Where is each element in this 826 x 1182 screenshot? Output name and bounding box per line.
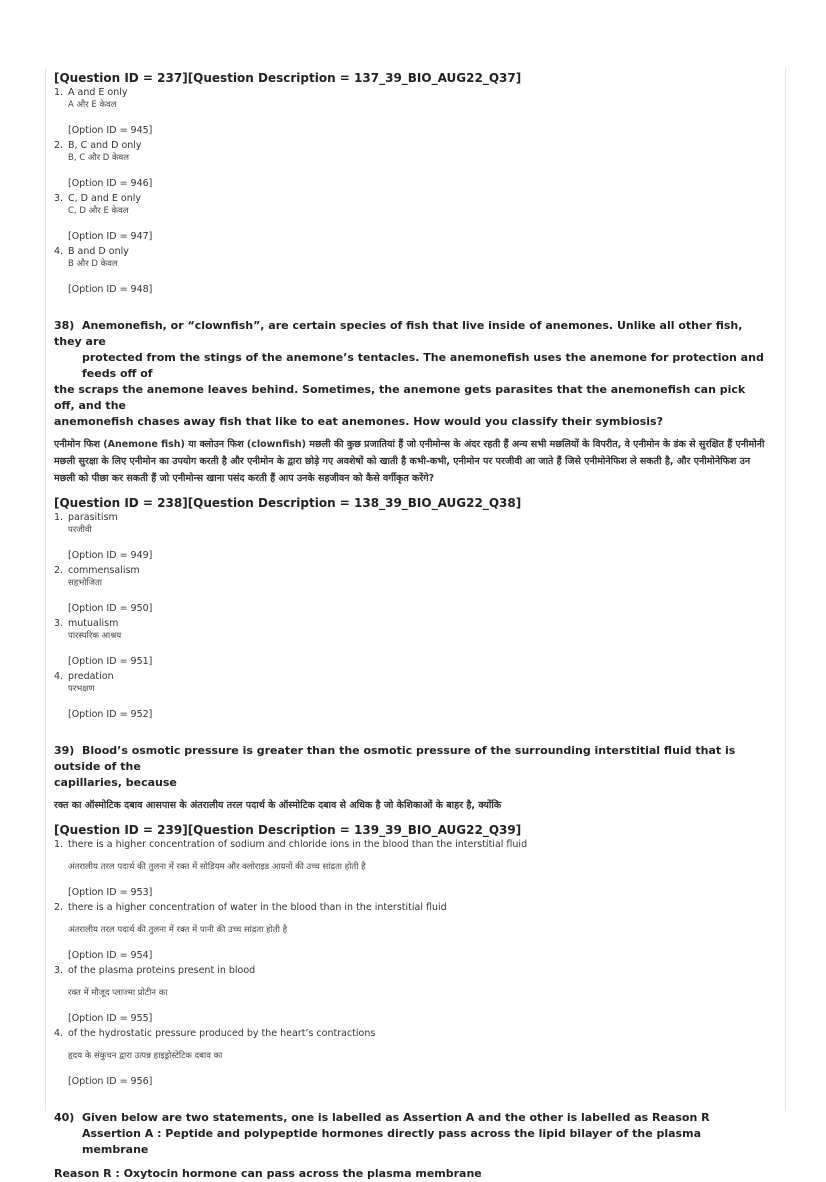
question-line: capillaries, because xyxy=(54,776,177,789)
option-text-en: C, D and E only xyxy=(68,193,142,204)
question-37 xyxy=(54,70,766,296)
option[interactable] xyxy=(54,86,766,137)
question-39 xyxy=(54,743,766,1088)
question-line: anemonefish chases away fish that like to eat anemones. How would you classify their symbiosis? xyxy=(54,415,663,428)
option-text-hi: C, D और E केवल xyxy=(68,206,129,216)
option-text-en: of the plasma proteins present in blood xyxy=(68,965,256,976)
question-text-hindi: एनीमोन फिश (Anemone fish) या क्लोउन फिश (clownfish) मछली की कुछ प्रजातियां हैं जो एनीमोन्स के अंदर रहती हैं अन्य सभी मछलियों के विपरीत, वे एनीमोन के डंक से सुरक्षित हैं एनीमोनी मछली सुरक्षा के लिए एनीमोन का उपयोग करती है और एनीमोन के द्वारा छोड़े गए अवशेषों को खाती है कभी-कभी, एनीमोन पर परजीवी आ जाते हैं जिसे एनीमोनेफिश ले सकती है, और एनीमोनेफिश उन मछली को पीछा कर सकती हैं जो एनीमोन्स खाना पसंद करती हैं आप उनके सहजीवन को कैसे वर्गीकृत करेंगे? xyxy=(54,439,765,484)
question-text xyxy=(54,1110,766,1182)
assertion-a: Assertion A : Peptide and polypeptide hormones directly pass across the lipid bilayer of the plasma membrane xyxy=(82,1127,701,1156)
option-number: 1. xyxy=(54,839,64,850)
option-number: 4. xyxy=(54,1028,64,1039)
option-text-hi: B और D केवल xyxy=(68,259,118,269)
option-text-en: parasitism xyxy=(68,512,118,523)
option[interactable] xyxy=(54,139,766,190)
option-number: 2. xyxy=(54,140,64,151)
option-number: 2. xyxy=(54,902,64,913)
option-text-hi: परभक्षण xyxy=(68,684,95,694)
option-text-en: mutualism xyxy=(68,618,119,629)
option-text-hi: अंतरालीय तरल पदार्थ की तुलना में रक्त में पानी की उच्च सांद्रता होती है xyxy=(68,925,288,935)
option[interactable] xyxy=(54,245,766,296)
option[interactable] xyxy=(54,964,766,1025)
option-number: 4. xyxy=(54,671,64,682)
option-number: 3. xyxy=(54,618,64,629)
option-text-hi: B, C और D केवल xyxy=(68,153,130,163)
option[interactable] xyxy=(54,670,766,721)
option-text-en: of the hydrostatic pressure produced by the heart’s contractions xyxy=(68,1028,376,1039)
option-id: [Option ID = 949] xyxy=(68,550,153,561)
option-id: [Option ID = 946] xyxy=(68,178,153,189)
option-list xyxy=(54,86,766,296)
option-text-hi: पारस्परिक आश्रय xyxy=(68,631,122,641)
option-id: [Option ID = 953] xyxy=(68,887,153,898)
option-id: [Option ID = 954] xyxy=(68,950,153,961)
option-id: [Option ID = 948] xyxy=(68,284,153,295)
question-number: 40) xyxy=(54,1111,75,1124)
option-text-en: predation xyxy=(68,671,114,682)
option-id: [Option ID = 945] xyxy=(68,125,153,136)
option[interactable] xyxy=(54,617,766,668)
question-text xyxy=(54,318,766,430)
option-list xyxy=(54,838,766,1088)
exam-content xyxy=(54,70,766,1182)
option-id: [Option ID = 951] xyxy=(68,656,153,667)
question-header: [Question ID = 239][Question Description = 139_39_BIO_AUG22_Q39] xyxy=(54,823,522,837)
option[interactable] xyxy=(54,192,766,243)
question-text-hindi: रक्त का ऑस्मोटिक दबाव आसपास के अंतरालीय तरल पदार्थ के ऑस्मोटिक दबाव से अधिक है जो केशिकाओं के बाहर है, क्योंकि xyxy=(54,800,502,811)
option-text-en: there is a higher concentration of sodium and chloride ions in the blood than the interstitial fluid xyxy=(68,839,528,850)
question-number: 39) xyxy=(54,744,75,757)
option-text-hi: परजीवी xyxy=(68,525,92,535)
option-text-en: there is a higher concentration of water in the blood than in the interstitial fluid xyxy=(68,902,447,913)
question-line: Given below are two statements, one is labelled as Assertion A and the other is labelled as Reason R xyxy=(82,1111,710,1124)
option-id: [Option ID = 952] xyxy=(68,709,153,720)
question-header: [Question ID = 238][Question Description = 138_39_BIO_AUG22_Q38] xyxy=(54,496,522,510)
option-text-en: A and E only xyxy=(68,87,128,98)
option-number: 3. xyxy=(54,193,64,204)
question-number: 38) xyxy=(54,319,75,332)
option-text-hi: सहभोजिता xyxy=(68,578,102,588)
question-40 xyxy=(54,1110,766,1182)
option-list xyxy=(54,511,766,721)
question-line: protected from the stings of the anemone’s tentacles. The anemonefish uses the anemone for protection and feeds off of xyxy=(82,351,764,380)
option-text-en: B and D only xyxy=(68,246,129,257)
option-id: [Option ID = 956] xyxy=(68,1076,153,1087)
option-number: 2. xyxy=(54,565,64,576)
option[interactable] xyxy=(54,1027,766,1088)
option-text-en: B, C and D only xyxy=(68,140,142,151)
option-text-hi: रक्त में मौजूद प्लाज्मा प्रोटीन का xyxy=(68,988,168,998)
option-text-hi: अंतरालीय तरल पदार्थ की तुलना में रक्त में सोडियम और क्लोराइड आयनों की उच्च सांद्रता होती है xyxy=(68,862,366,872)
option-id: [Option ID = 947] xyxy=(68,231,153,242)
option[interactable] xyxy=(54,564,766,615)
option-number: 3. xyxy=(54,965,64,976)
reason-r: Reason R : Oxytocin hormone can pass across the plasma membrane xyxy=(54,1167,482,1180)
option[interactable] xyxy=(54,838,766,899)
question-line: Anemonefish, or “clownfish”, are certain species of fish that live inside of anemones. Unlike all other fish, they are xyxy=(54,319,743,348)
option[interactable] xyxy=(54,901,766,962)
question-text xyxy=(54,743,766,791)
option-number: 1. xyxy=(54,87,64,98)
option-text-en: commensalism xyxy=(68,565,140,576)
option-number: 4. xyxy=(54,246,64,257)
question-38 xyxy=(54,318,766,721)
option[interactable] xyxy=(54,511,766,562)
question-line: Blood’s osmotic pressure is greater than the osmotic pressure of the surrounding interstitial fluid that is outside of the xyxy=(54,744,736,773)
question-header: [Question ID = 237][Question Description = 137_39_BIO_AUG22_Q37] xyxy=(54,71,522,85)
option-text-hi: A और E केवल xyxy=(68,100,117,110)
option-number: 1. xyxy=(54,512,64,523)
option-text-hi: हृदय के संकुचन द्वारा उत्पन्न हाइड्रोस्टेटिक दबाव का xyxy=(68,1051,223,1061)
question-line: the scraps the anemone leaves behind. Sometimes, the anemone gets parasites that the anemonefish can pick off, and the xyxy=(54,383,746,412)
option-id: [Option ID = 955] xyxy=(68,1013,153,1024)
option-id: [Option ID = 950] xyxy=(68,603,153,614)
